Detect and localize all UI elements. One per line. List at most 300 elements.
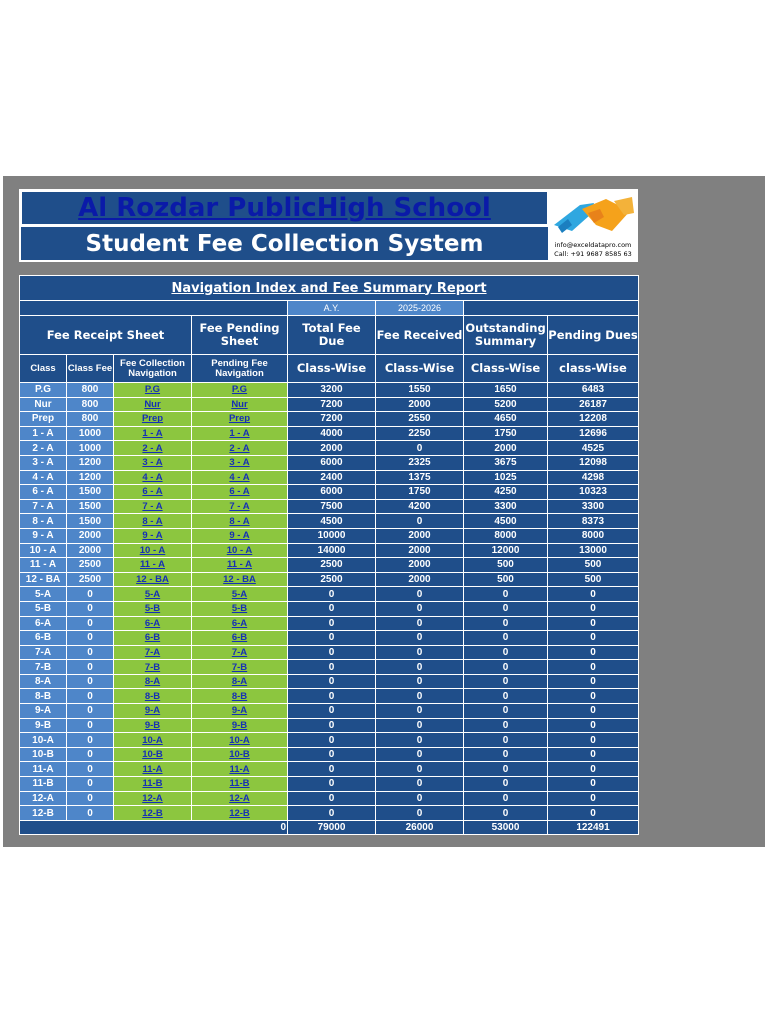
fee-collection-nav-cell (114, 631, 192, 646)
outstanding-cell: 0 (464, 631, 548, 646)
total-fee-due-cell: 10000 (288, 528, 376, 543)
outstanding-cell: 1650 (464, 383, 548, 398)
pending-dues-cell: 4298 (548, 470, 639, 485)
fee-collection-link[interactable]: 4 - A (142, 471, 163, 483)
class-fee-cell: 1000 (67, 426, 114, 441)
table-row (20, 631, 639, 646)
fee-received-cell: 0 (376, 674, 464, 689)
total-class-fee: 0 (20, 820, 288, 835)
pending-dues-cell: 12098 (548, 455, 639, 470)
class-fee-cell: 1500 (67, 499, 114, 514)
outstanding-cell: 0 (464, 806, 548, 821)
pending-fee-nav-cell (192, 747, 288, 762)
class-cell: 5-A (20, 587, 67, 602)
pending-fee-link[interactable]: 12 - BA (223, 574, 256, 586)
fee-received-cell: 0 (376, 791, 464, 806)
pending-fee-nav-cell (192, 412, 288, 427)
pending-dues-cell: 0 (548, 689, 639, 704)
pending-fee-link[interactable]: 7 - A (229, 501, 250, 513)
fee-collection-link[interactable]: Prep (141, 413, 164, 425)
table-row (20, 412, 639, 427)
pending-dues-cell: 0 (548, 660, 639, 675)
outstanding-cell: 3300 (464, 499, 548, 514)
class-fee-cell: 800 (67, 412, 114, 427)
fee-collection-link[interactable]: P.G (144, 384, 161, 396)
header-total-fee-due: Total Fee Due (288, 316, 376, 355)
table-row (20, 704, 639, 719)
total-fee-due: 79000 (288, 820, 376, 835)
outstanding-cell: 4500 (464, 514, 548, 529)
table-row (20, 455, 639, 470)
fee-collection-link[interactable]: Nur (144, 398, 161, 410)
class-fee-cell: 0 (67, 631, 114, 646)
total-fee-due-cell: 0 (288, 747, 376, 762)
class-cell: 2 - A (20, 441, 67, 456)
fee-collection-link[interactable]: 5-B (144, 603, 161, 615)
table-row (20, 470, 639, 485)
class-cell: 10-A (20, 733, 67, 748)
outstanding-cell: 5200 (464, 397, 548, 412)
class-fee-cell: 0 (67, 660, 114, 675)
class-cell: 12-B (20, 806, 67, 821)
pending-dues-cell: 8373 (548, 514, 639, 529)
class-cell: 7-B (20, 660, 67, 675)
fee-collection-link[interactable]: 1 - A (142, 428, 163, 440)
fee-collection-nav-cell (114, 806, 192, 821)
pending-fee-link[interactable]: 3 - A (229, 457, 250, 469)
table-row (20, 528, 639, 543)
class-fee-cell: 800 (67, 397, 114, 412)
class-fee-cell: 1500 (67, 485, 114, 500)
outstanding-cell: 0 (464, 791, 548, 806)
total-fee-due-cell: 0 (288, 704, 376, 719)
pending-fee-nav-cell (192, 441, 288, 456)
header-pending-fee-navigation: Pending Fee Navigation (192, 355, 288, 383)
total-fee-due-cell: 6000 (288, 485, 376, 500)
fee-collection-nav-cell (114, 777, 192, 792)
pending-dues-cell: 0 (548, 733, 639, 748)
pending-fee-nav-cell (192, 660, 288, 675)
fee-collection-nav-cell (114, 514, 192, 529)
pending-fee-nav-cell (192, 528, 288, 543)
fee-collection-link[interactable]: 6-A (144, 617, 161, 629)
outstanding-cell: 0 (464, 674, 548, 689)
total-fee-due-cell: 0 (288, 660, 376, 675)
pending-dues-cell: 0 (548, 704, 639, 719)
fee-collection-link[interactable]: 6 - A (142, 486, 163, 498)
pending-fee-link[interactable]: Prep (228, 413, 251, 425)
pending-fee-link[interactable]: 5-A (231, 588, 248, 600)
fee-received-cell: 2000 (376, 558, 464, 573)
pending-fee-link[interactable]: 11 - A (227, 559, 252, 571)
pending-dues-cell: 500 (548, 572, 639, 587)
header-outstanding-summary: Outstanding Summary (464, 316, 548, 355)
pending-fee-nav-cell (192, 455, 288, 470)
pending-fee-link[interactable]: 12-A (229, 792, 250, 804)
total-fee-due-cell: 0 (288, 777, 376, 792)
pending-fee-nav-cell (192, 777, 288, 792)
class-cell: 7 - A (20, 499, 67, 514)
class-cell: 8-A (20, 674, 67, 689)
fee-received-cell: 2325 (376, 455, 464, 470)
fee-collection-nav-cell (114, 733, 192, 748)
pending-fee-nav-cell (192, 674, 288, 689)
fee-received-cell: 2250 (376, 426, 464, 441)
fee-received-cell: 0 (376, 747, 464, 762)
total-fee-due-cell: 4000 (288, 426, 376, 441)
fee-summary-table (19, 275, 639, 835)
class-fee-cell: 0 (67, 733, 114, 748)
class-fee-cell: 0 (67, 689, 114, 704)
header-pending-dues: Pending Dues (548, 316, 639, 355)
class-cell: 7-A (20, 645, 67, 660)
fee-received-cell: 2000 (376, 572, 464, 587)
total-fee-due-cell: 2400 (288, 470, 376, 485)
pending-fee-link[interactable]: 6-A (231, 617, 248, 629)
fee-collection-link[interactable]: 9 - A (142, 530, 163, 542)
pending-fee-nav-cell (192, 587, 288, 602)
table-row (20, 733, 639, 748)
class-fee-cell: 1000 (67, 441, 114, 456)
fee-collection-link[interactable]: 8-A (144, 676, 161, 688)
pending-fee-link[interactable]: P.G (231, 384, 248, 396)
pending-fee-link[interactable]: 10-A (229, 734, 250, 746)
class-cell: 1 - A (20, 426, 67, 441)
class-cell: Nur (20, 397, 67, 412)
pending-dues-cell: 0 (548, 747, 639, 762)
outstanding-cell: 500 (464, 572, 548, 587)
fee-received-cell: 2000 (376, 543, 464, 558)
table-row (20, 660, 639, 675)
fee-collection-link[interactable]: 8 - A (142, 515, 163, 527)
pending-fee-nav-cell (192, 689, 288, 704)
pending-fee-link[interactable]: 5-B (231, 603, 248, 615)
fee-collection-nav-cell (114, 762, 192, 777)
fee-collection-nav-cell (114, 441, 192, 456)
outstanding-cell: 0 (464, 689, 548, 704)
fee-collection-link[interactable]: 9-A (144, 705, 161, 717)
pending-fee-nav-cell (192, 704, 288, 719)
pending-fee-link[interactable]: 1 - A (229, 428, 250, 440)
fee-collection-nav-cell (114, 455, 192, 470)
class-fee-cell: 0 (67, 806, 114, 821)
fee-collection-nav-cell (114, 572, 192, 587)
fee-collection-nav-cell (114, 689, 192, 704)
fee-received-cell: 0 (376, 777, 464, 792)
pending-fee-link[interactable]: 8 - A (229, 515, 250, 527)
pending-dues-cell: 0 (548, 806, 639, 821)
fee-received-cell: 0 (376, 616, 464, 631)
fee-received-cell: 2000 (376, 528, 464, 543)
table-row (20, 777, 639, 792)
outstanding-cell: 0 (464, 733, 548, 748)
fee-received-cell: 2000 (376, 397, 464, 412)
outstanding-cell: 2000 (464, 441, 548, 456)
class-cell: 8-B (20, 689, 67, 704)
fee-collection-nav-cell (114, 412, 192, 427)
total-fee-due-cell: 0 (288, 762, 376, 777)
total-fee-due-cell: 4500 (288, 514, 376, 529)
pending-fee-nav-cell (192, 601, 288, 616)
total-fee-due-cell: 0 (288, 806, 376, 821)
class-fee-cell: 0 (67, 777, 114, 792)
pending-fee-nav-cell (192, 631, 288, 646)
class-cell: Prep (20, 412, 67, 427)
fee-collection-link[interactable]: 10 - A (139, 544, 166, 556)
total-fee-due-cell: 0 (288, 718, 376, 733)
pending-fee-link[interactable]: 4 - A (229, 471, 250, 483)
pending-fee-link[interactable]: 6-B (231, 632, 248, 644)
fee-received-cell: 0 (376, 660, 464, 675)
pending-dues-cell: 26187 (548, 397, 639, 412)
fee-received-cell: 1375 (376, 470, 464, 485)
fee-collection-nav-cell (114, 674, 192, 689)
fee-collection-link[interactable]: 2 - A (142, 442, 163, 454)
header-class-wise-received: Class-Wise (376, 355, 464, 383)
pending-fee-link[interactable]: 2 - A (229, 442, 250, 454)
company-logo (550, 191, 636, 260)
fee-collection-nav-cell (114, 718, 192, 733)
pending-dues-cell: 0 (548, 587, 639, 602)
fee-collection-link[interactable]: 10-A (142, 734, 163, 746)
fee-collection-nav-cell (114, 397, 192, 412)
pending-dues-cell: 0 (548, 631, 639, 646)
fee-collection-link[interactable]: 12-B (142, 807, 163, 819)
outstanding-cell: 8000 (464, 528, 548, 543)
pending-fee-link[interactable]: 9-A (231, 705, 248, 717)
system-title: Student Fee Collection System (21, 227, 548, 260)
report-title: Navigation Index and Fee Summary Report (20, 276, 639, 301)
fee-collection-nav-cell (114, 543, 192, 558)
pending-fee-nav-cell (192, 499, 288, 514)
total-fee-due-cell: 7500 (288, 499, 376, 514)
fee-collection-link[interactable]: 11-A (142, 763, 163, 775)
fee-received-cell: 0 (376, 704, 464, 719)
outstanding-cell: 1025 (464, 470, 548, 485)
table-row (20, 514, 639, 529)
outstanding-cell: 0 (464, 587, 548, 602)
pending-fee-link[interactable]: Nur (231, 398, 248, 410)
class-cell: 8 - A (20, 514, 67, 529)
fee-received-cell: 0 (376, 806, 464, 821)
total-fee-due-cell: 14000 (288, 543, 376, 558)
fee-collection-link[interactable]: 12-A (142, 792, 163, 804)
total-fee-due-cell: 0 (288, 791, 376, 806)
fee-received-cell: 4200 (376, 499, 464, 514)
pending-fee-nav-cell (192, 514, 288, 529)
class-cell: 11 - A (20, 558, 67, 573)
table-row (20, 747, 639, 762)
header-class-wise-outstanding: Class-Wise (464, 355, 548, 383)
pending-fee-link[interactable]: 6 - A (229, 486, 250, 498)
pending-dues-cell: 12208 (548, 412, 639, 427)
class-fee-cell: 800 (67, 383, 114, 398)
table-row (20, 441, 639, 456)
fee-collection-link[interactable]: 5-A (144, 588, 161, 600)
table-row (20, 645, 639, 660)
pending-fee-link[interactable]: 10-B (229, 749, 250, 761)
fee-collection-link[interactable]: 8-B (144, 690, 161, 702)
total-fee-due-cell: 0 (288, 616, 376, 631)
class-fee-cell: 0 (67, 587, 114, 602)
total-fee-due-cell: 0 (288, 674, 376, 689)
class-cell: 10-B (20, 747, 67, 762)
class-fee-cell: 1500 (67, 514, 114, 529)
pending-fee-nav-cell (192, 645, 288, 660)
class-cell: 11-B (20, 777, 67, 792)
class-fee-cell: 0 (67, 645, 114, 660)
outstanding-cell: 3675 (464, 455, 548, 470)
fee-collection-nav-cell (114, 499, 192, 514)
pending-fee-nav-cell (192, 397, 288, 412)
fee-collection-link[interactable]: 7-A (144, 646, 161, 658)
header-fee-collection-navigation: Fee Collection Navigation (114, 355, 192, 383)
fee-collection-link[interactable]: 7-B (144, 661, 161, 673)
fee-collection-nav-cell (114, 660, 192, 675)
pending-fee-link[interactable]: 8-A (231, 676, 248, 688)
fee-collection-nav-cell (114, 704, 192, 719)
school-name-link[interactable]: Al Rozdar PublicHigh School (78, 193, 491, 223)
pending-fee-link[interactable]: 11-B (229, 778, 250, 790)
pending-fee-nav-cell (192, 733, 288, 748)
class-cell: 5-B (20, 601, 67, 616)
fee-collection-link[interactable]: 10-B (142, 749, 163, 761)
outstanding-cell: 12000 (464, 543, 548, 558)
outstanding-cell: 1750 (464, 426, 548, 441)
class-fee-cell: 0 (67, 747, 114, 762)
table-row (20, 499, 639, 514)
table-row (20, 674, 639, 689)
fee-collection-nav-cell (114, 426, 192, 441)
fee-received-cell: 0 (376, 514, 464, 529)
fee-collection-nav-cell (114, 645, 192, 660)
pending-fee-link[interactable]: 7-A (231, 646, 248, 658)
fee-collection-nav-cell (114, 747, 192, 762)
outstanding-cell: 0 (464, 645, 548, 660)
pending-fee-nav-cell (192, 762, 288, 777)
pending-fee-link[interactable]: 9-B (231, 719, 248, 731)
class-cell: 3 - A (20, 455, 67, 470)
class-cell: 10 - A (20, 543, 67, 558)
fee-received-cell: 1750 (376, 485, 464, 500)
fee-collection-link[interactable]: 3 - A (142, 457, 163, 469)
fee-collection-nav-cell (114, 470, 192, 485)
header-fee-receipt-sheet: Fee Receipt Sheet (20, 316, 192, 355)
class-fee-cell: 1200 (67, 470, 114, 485)
outstanding-cell: 500 (464, 558, 548, 573)
fee-collection-link[interactable]: 7 - A (142, 501, 163, 513)
fee-received-cell: 0 (376, 645, 464, 660)
total-fee-due-cell: 0 (288, 733, 376, 748)
pending-dues-cell: 0 (548, 791, 639, 806)
fee-received-cell: 1550 (376, 383, 464, 398)
fee-collection-nav-cell (114, 383, 192, 398)
fee-collection-nav-cell (114, 791, 192, 806)
pending-fee-link[interactable]: 7-B (231, 661, 248, 673)
handshake-icon (550, 191, 636, 241)
class-fee-cell: 0 (67, 718, 114, 733)
pending-fee-link[interactable]: 9 - A (229, 530, 250, 542)
total-fee-due-cell: 7200 (288, 397, 376, 412)
pending-fee-nav-cell (192, 485, 288, 500)
class-fee-cell: 2000 (67, 543, 114, 558)
pending-dues-cell: 4525 (548, 441, 639, 456)
class-fee-cell: 1200 (67, 455, 114, 470)
pending-fee-link[interactable]: 12-B (229, 807, 250, 819)
pending-dues-cell: 6483 (548, 383, 639, 398)
class-fee-cell: 2500 (67, 572, 114, 587)
table-row (20, 689, 639, 704)
table-row (20, 762, 639, 777)
pending-fee-nav-cell (192, 572, 288, 587)
class-cell: 6-B (20, 631, 67, 646)
outstanding-cell: 0 (464, 777, 548, 792)
pending-dues-cell: 500 (548, 558, 639, 573)
pending-fee-nav-cell (192, 806, 288, 821)
pending-fee-nav-cell (192, 558, 288, 573)
table-row (20, 616, 639, 631)
fee-collection-link[interactable]: 11-B (142, 778, 163, 790)
pending-fee-link[interactable]: 11-A (229, 763, 250, 775)
table-row (20, 806, 639, 821)
fee-collection-link[interactable]: 9-B (144, 719, 161, 731)
pending-fee-link[interactable]: 8-B (231, 690, 248, 702)
table-row (20, 383, 639, 398)
fee-received-cell: 0 (376, 441, 464, 456)
pending-dues-cell: 10323 (548, 485, 639, 500)
fee-received-cell: 0 (376, 631, 464, 646)
pending-dues-cell: 0 (548, 674, 639, 689)
total-fee-received: 26000 (376, 820, 464, 835)
class-cell: 6 - A (20, 485, 67, 500)
blank-cell (20, 301, 288, 316)
total-fee-due-cell: 3200 (288, 383, 376, 398)
header-fee-pending-sheet: Fee Pending Sheet (192, 316, 288, 355)
class-fee-cell: 0 (67, 704, 114, 719)
pending-fee-link[interactable]: 10 - A (226, 544, 253, 556)
pending-dues-cell: 8000 (548, 528, 639, 543)
outstanding-cell: 0 (464, 660, 548, 675)
pending-fee-nav-cell (192, 470, 288, 485)
table-row (20, 397, 639, 412)
school-name-banner (21, 191, 548, 225)
table-row (20, 485, 639, 500)
totals-row (20, 820, 639, 835)
total-fee-due-cell: 0 (288, 587, 376, 602)
table-row (20, 543, 639, 558)
class-fee-cell: 2000 (67, 528, 114, 543)
pending-dues-cell: 0 (548, 777, 639, 792)
pending-dues-cell: 0 (548, 616, 639, 631)
class-cell: 12-A (20, 791, 67, 806)
fee-collection-link[interactable]: 6-B (144, 632, 161, 644)
fee-collection-nav-cell (114, 528, 192, 543)
fee-received-cell: 0 (376, 689, 464, 704)
fee-collection-link[interactable]: 12 - BA (136, 574, 169, 586)
fee-collection-link[interactable]: 11 - A (140, 559, 165, 571)
class-cell: 6-A (20, 616, 67, 631)
table-row (20, 718, 639, 733)
class-cell: 9 - A (20, 528, 67, 543)
pending-dues-cell: 0 (548, 718, 639, 733)
fee-collection-nav-cell (114, 616, 192, 631)
class-fee-cell: 2500 (67, 558, 114, 573)
fee-received-cell: 0 (376, 733, 464, 748)
fee-collection-nav-cell (114, 587, 192, 602)
outstanding-cell: 4650 (464, 412, 548, 427)
total-outstanding: 53000 (464, 820, 548, 835)
total-fee-due-cell: 6000 (288, 455, 376, 470)
